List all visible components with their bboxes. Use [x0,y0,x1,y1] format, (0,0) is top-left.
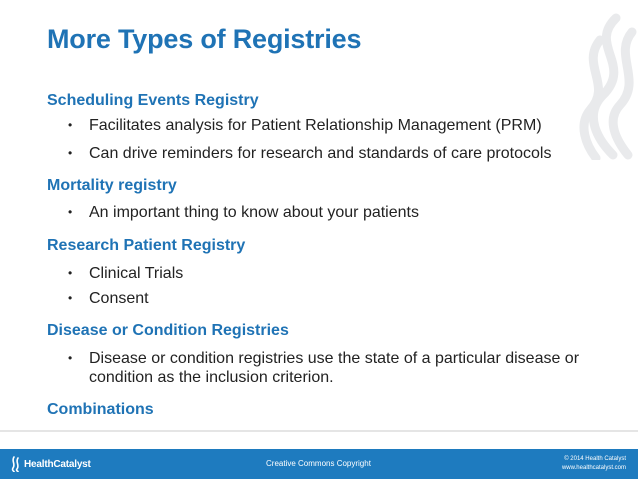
footer-website-link[interactable]: www.healthcatalyst.com [561,465,626,471]
bullet-item [68,203,618,222]
bullet-dot-icon: • [68,205,73,219]
footer-logo [10,456,91,472]
bullet-text: An important thing to know about your patients [89,204,419,221]
footer-credits [562,455,626,473]
footer-divider [0,430,638,432]
footer-credit-line: © 2014 Health Catalyst [564,456,626,462]
bullet-item [68,144,618,163]
bullet-text: Can drive reminders for research and standards of care protocols [89,145,552,162]
bullet-dot-icon: • [68,351,73,365]
bullet-item [68,289,618,308]
flame-watermark-icon [558,10,638,160]
section-heading-disease: Disease or Condition Registries [47,322,289,339]
section-heading-mortality: Mortality registry [47,177,177,194]
bullet-text: Clinical Trials [89,265,184,282]
footer-brand: HealthCatalyst [24,458,91,470]
bullet-item [68,116,618,135]
bullet-text: Disease or condition registries use the state of a particular disease or condition as the inclusion criterion. [89,350,580,386]
section-heading-research: Research Patient Registry [47,237,246,254]
bullet-text: Consent [89,290,149,307]
bullet-item [68,264,618,283]
bullet-dot-icon: • [68,266,73,280]
slide-title: More Types of Registries [47,24,362,54]
flame-logo-icon [10,456,22,472]
section-heading-scheduling: Scheduling Events Registry [47,92,259,109]
bullet-dot-icon: • [68,118,73,132]
bullet-dot-icon: • [68,146,73,160]
section-heading-combinations: Combinations [47,401,154,418]
bullet-dot-icon: • [68,291,73,305]
footer-copyright: Creative Commons Copyright [266,459,371,468]
footer-bar [0,449,638,479]
bullet-text: Facilitates analysis for Patient Relationship Management (PRM) [89,117,542,134]
bullet-item [68,349,618,387]
